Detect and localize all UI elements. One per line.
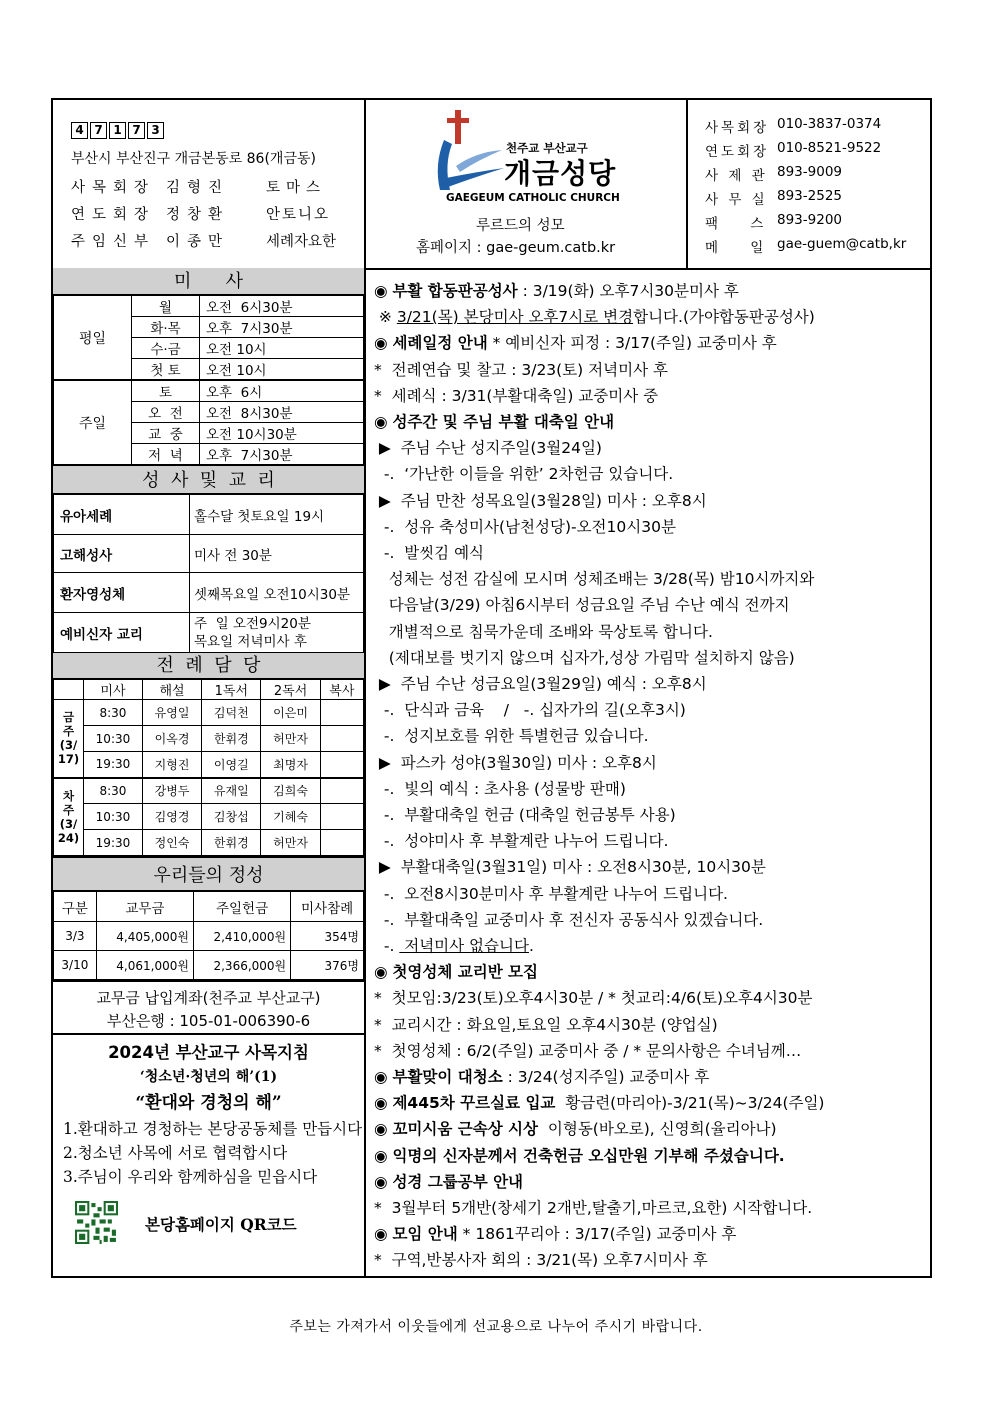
notice-text: . xyxy=(528,937,534,955)
table-row: 고해성사 미사 전 30분 xyxy=(54,535,364,573)
liturgy-table xyxy=(53,679,364,856)
notice-bullet: -. xyxy=(374,544,400,562)
notice-line xyxy=(374,489,707,511)
homepage-link[interactable]: 홈페이지 : gae-geum.catb.kr xyxy=(416,240,616,256)
officer-row: 사목회장 김형진 토마스 xyxy=(71,180,327,196)
church-logo-block xyxy=(366,100,688,268)
notice-line xyxy=(374,672,707,694)
notice-bullet: * xyxy=(374,1041,387,1060)
notice-bullet: ◉ xyxy=(374,334,393,353)
notice-bullet: ◉ xyxy=(374,1094,393,1113)
notice-heading: 꼬미시움 근속상 시상 xyxy=(392,1120,539,1139)
notice-heading: 첫영성체 교리반 모집 xyxy=(392,963,539,982)
notice-line xyxy=(374,1170,523,1192)
notice-line xyxy=(374,1039,801,1061)
notice-line xyxy=(374,1196,812,1218)
church-english-name: GAEGEUM CATHOLIC CHURCH xyxy=(446,192,620,204)
guideline-theme: “환대와 경청의 해” xyxy=(135,1093,282,1113)
notice-line xyxy=(374,462,673,484)
notice-line xyxy=(374,620,713,642)
notice-bullet xyxy=(374,596,389,614)
notice-line xyxy=(374,777,626,799)
notice-bullet: * xyxy=(374,1015,387,1034)
notice-line xyxy=(374,803,676,825)
notice-text: ‘가난한 이들을 위한’ 2차헌금 있습니다. xyxy=(399,465,674,484)
notice-text: 이형동(바오로), 신영희(율리아나) xyxy=(538,1120,777,1139)
notice-text: : 3/24(성지주일) 교중미사 후 xyxy=(502,1068,710,1086)
notice-bullet: ▶ xyxy=(374,439,396,458)
notice-line xyxy=(374,305,815,327)
notice-text: 주님 수난 성지주일(3월24일) xyxy=(395,439,602,458)
zip-digit: 7 xyxy=(90,122,107,139)
zip-digit: 3 xyxy=(147,122,164,139)
bulletin-frame xyxy=(51,98,932,1278)
notice-bullet: ▶ xyxy=(374,753,396,772)
notice-line xyxy=(374,986,813,1008)
notice-text: 단식과 금육 / -. 십자가의 길(오후3시) xyxy=(399,701,686,720)
table-row: 19:30 정인숙 한휘경 허만자 xyxy=(54,830,364,856)
notice-text: 부활대축일 교중미사 후 전신자 공동식사 있겠습니다. xyxy=(399,910,764,929)
notice-bullet: -. xyxy=(374,832,400,851)
contact-row: 팩 스 893-9200 xyxy=(705,212,842,232)
notice-bullet: ※ xyxy=(374,308,397,327)
notices-column xyxy=(366,268,930,1276)
notice-bullet: * xyxy=(374,360,387,379)
table-row: 평일 월 오전 6시30분 xyxy=(54,296,364,317)
notice-bullet: * xyxy=(374,989,387,1008)
notice-line xyxy=(374,436,602,458)
notice-line xyxy=(374,934,534,956)
sacrament-section-title: 성 사 및 교 리 xyxy=(53,465,364,494)
guideline-item: 2.청소년 사목에 서로 협력합시다 xyxy=(63,1144,288,1162)
notice-line xyxy=(374,751,657,773)
notice-heading: 익명의 신자분께서 건축헌금 오십만원 기부해 주셨습니다. xyxy=(392,1146,785,1165)
table-header-row: 구분 교무금 주일헌금 미사참례 xyxy=(54,892,364,922)
guideline-item: 3.주님이 우리와 함께하심을 믿읍시다 xyxy=(63,1168,318,1186)
footer-note: 주보는 가져가서 이웃들에게 선교용으로 나누어 주시기 바랍니다. xyxy=(289,1319,703,1335)
notice-line xyxy=(374,1013,718,1035)
notice-text: 전례연습 및 찰고 : 3/23(토) 저녁미사 후 xyxy=(386,360,668,379)
contact-row: 메 일 gae-guem@catb,kr xyxy=(705,236,907,256)
notice-text: 부활대축일 헌금 (대축일 헌금봉투 사용) xyxy=(399,806,676,824)
notice-line xyxy=(374,1091,824,1113)
notice-line xyxy=(374,279,739,301)
table-row: 유아세례 홀수달 첫토요일 19시 xyxy=(54,495,364,535)
officer-row: 주임신부 이종만 세례자요한 xyxy=(71,234,337,250)
notice-line xyxy=(374,515,676,537)
table-row: 교 중 오전 10시30분 xyxy=(54,423,364,444)
notice-line xyxy=(374,855,766,877)
zip-digit: 7 xyxy=(128,122,145,139)
contact-row: 사 제 관 893-9009 xyxy=(705,164,842,184)
notice-heading: 모임 안내 xyxy=(392,1225,458,1244)
table-row: 오 전 오전 8시30분 xyxy=(54,402,364,423)
notice-text: 3월부터 5개반(창세기 2개반,탈출기,마르코,요한) 시작합니다. xyxy=(386,1199,813,1217)
notice-text: 첫영성체 : 6/2(주일) 교중미사 중 / * 문의사항은 수녀님께… xyxy=(386,1041,802,1060)
notice-heading: 제445차 꾸르실료 입교 xyxy=(392,1094,556,1113)
notice-text: 다음날(3/29) 아침6시부터 성금요일 주님 수난 예식 전까지 xyxy=(388,596,790,615)
notice-line xyxy=(374,384,658,406)
notice-bullet: * xyxy=(374,386,387,405)
notice-text: 첫모임:3/23(토)오후4시30분 / * 첫교리:4/6(토)오후4시30분 xyxy=(386,989,813,1008)
table-row: 환자영성체 셋째목요일 오전10시30분 xyxy=(54,573,364,613)
church-address: 부산시 부산진구 개금본동로 86(개금동) xyxy=(71,151,316,167)
table-row: 3/3 4,405,000원 2,410,000원 354명 xyxy=(54,922,364,951)
table-row: 3/10 4,061,000원 2,366,000원 376명 xyxy=(54,951,364,980)
notice-heading: 성경 그룹공부 안내 xyxy=(392,1172,524,1191)
notice-line xyxy=(374,829,668,851)
notice-bullet: ◉ xyxy=(374,1120,393,1139)
notice-line xyxy=(374,567,814,589)
table-row: 19:30 지형진 이영길 최명자 xyxy=(54,752,364,778)
notice-line xyxy=(374,646,795,668)
table-row: 차 주 (3/ 24) 8:30 강병두 유재일 김희숙 xyxy=(54,778,364,804)
header xyxy=(53,100,930,270)
notice-text: 성체는 성전 감실에 모시며 성체조배는 3/28(목) 밤10시까지와 xyxy=(388,570,815,589)
notice-bullet xyxy=(374,649,389,667)
sacrament-table xyxy=(53,494,364,653)
pastoral-guideline xyxy=(53,1035,364,1272)
contact-row: 사 무 실 893-2525 xyxy=(705,188,842,208)
notice-bullet: -. xyxy=(374,465,400,484)
notice-emphasis: 3/21(목) 본당미사 오후7시로 변경 xyxy=(396,308,634,327)
notice-text: 구역,반봉사자 회의 : 3/21(목) 오후7시미사 후 xyxy=(386,1251,708,1270)
left-column xyxy=(53,268,366,1276)
table-row: 첫 토 오전 10시 xyxy=(54,359,364,381)
notice-bullet: ◉ xyxy=(374,1172,393,1191)
week-label: 금 주 (3/ 17) xyxy=(54,700,84,778)
notice-text: 부활대축일(3월31일) 미사 : 오전8시30분, 10시30분 xyxy=(395,858,766,877)
table-row: 주일 토 오후 6시 xyxy=(54,380,364,402)
notice-bullet: -. xyxy=(374,727,400,746)
notice-bullet: -. xyxy=(374,937,400,955)
liturgy-section-title: 전 례 담 당 xyxy=(53,653,364,679)
table-header-row: 미사 해설 1독서 2독서 복사 xyxy=(54,680,364,700)
notice-bullet: ▶ xyxy=(374,858,396,877)
guideline-item: 1.환대하고 경청하는 본당공동체를 만듭시다 xyxy=(63,1120,363,1138)
mass-schedule-table xyxy=(53,295,364,465)
notice-text: 세례식 : 3/31(부활대축일) 교중미사 중 xyxy=(386,386,659,405)
notice-text: 성유 축성미사(남천성당)-오전10시30분 xyxy=(399,517,676,536)
notice-bullet: ◉ xyxy=(374,1068,393,1086)
table-row: 10:30 이옥경 한휘경 허만자 xyxy=(54,726,364,752)
notice-text: 성지보호를 위한 특별헌금 있습니다. xyxy=(399,727,649,746)
notice-text: 빛의 예식 : 초사용 (성물방 판매) xyxy=(399,779,626,798)
notice-bullet: -. xyxy=(374,884,400,903)
notice-text: 성야미사 후 부활계란 나누어 드립니다. xyxy=(399,832,669,851)
notice-heading: 세례일정 안내 xyxy=(392,334,488,353)
contact-row: 연도회장 010-8521-9522 xyxy=(705,140,882,160)
notice-bullet: -. xyxy=(374,701,400,720)
qr-code-label: 본당홈페이지 QR코드 xyxy=(145,1215,297,1234)
notice-text: 황금련(마리아)-3/21(목)~3/24(주일) xyxy=(555,1094,825,1113)
notice-heading: 성주간 및 주님 부활 대축일 안내 xyxy=(392,413,615,431)
notice-line xyxy=(374,410,614,432)
notice-line xyxy=(374,960,538,982)
header-address-block xyxy=(53,100,366,268)
notice-line xyxy=(374,882,728,904)
notice-text: 주님 만찬 성목요일(3월28일) 미사 : 오후8시 xyxy=(395,491,707,510)
notice-bullet: ◉ xyxy=(374,413,393,431)
notice-text: (제대보를 벗기지 않으며 십자가,성상 가림막 설치하지 않음) xyxy=(388,648,795,667)
guideline-title: 2024년 부산교구 사목지침 xyxy=(108,1043,309,1062)
table-row: 예비신자 교리 주 일 오전9시20분 목요일 저녁미사 후 xyxy=(54,613,364,653)
notice-emphasis: 저녁미사 없습니다 xyxy=(399,937,529,955)
notice-line xyxy=(374,541,484,563)
sunday-label: 주일 xyxy=(54,380,132,465)
notice-bullet: -. xyxy=(374,806,400,824)
notice-heading: 부활맞이 대청소 xyxy=(392,1068,503,1086)
church-logo-icon xyxy=(426,110,506,200)
week-label: 차 주 (3/ 24) xyxy=(54,778,84,856)
notice-bullet: * xyxy=(374,1199,387,1217)
contact-row: 사목회장 010-3837-0374 xyxy=(705,116,882,136)
table-row: 금 주 (3/ 17) 8:30 유영일 김덕천 이은미 xyxy=(54,700,364,726)
notice-line xyxy=(374,593,790,615)
contact-block xyxy=(688,100,930,268)
notice-line xyxy=(374,724,649,746)
church-name: 개금성당 xyxy=(504,157,617,190)
table-row: 10:30 김영경 김창섭 기혜숙 xyxy=(54,804,364,830)
notice-line xyxy=(374,1222,736,1244)
guideline-subtitle: ‘청소년·청년의 해’(1) xyxy=(139,1069,278,1085)
zip-digit: 4 xyxy=(71,122,88,139)
notice-line xyxy=(374,1144,785,1166)
notice-text: 오전8시30분미사 후 부활계란 나누어 드립니다. xyxy=(399,884,728,903)
zip-code xyxy=(71,122,164,139)
offerings-table xyxy=(53,891,364,980)
notice-bullet: ◉ xyxy=(374,1146,393,1165)
notice-text: : 3/19(화) 오후7시30분미사 후 xyxy=(517,282,739,300)
notice-line xyxy=(374,1065,709,1087)
table-row: 화·목 오후 7시30분 xyxy=(54,317,364,338)
notice-line xyxy=(374,331,777,353)
notice-text: 합니다.(가야합동판공성사) xyxy=(633,308,815,327)
zip-digit: 1 xyxy=(109,122,126,139)
officer-row: 연도회장 정창환 안토니오 xyxy=(71,207,331,223)
notice-heading: 부활 합동판공성사 xyxy=(392,282,518,300)
notice-line xyxy=(374,698,686,720)
diocese-label: 천주교 부산교구 xyxy=(506,141,588,155)
offerings-section-title: 우리들의 정성 xyxy=(53,856,364,891)
notice-text: * 예비신자 피정 : 3/17(주일) 교중미사 후 xyxy=(487,334,777,353)
notice-bullet: -. xyxy=(374,910,400,929)
notice-bullet: ◉ xyxy=(374,282,393,300)
notice-bullet: ▶ xyxy=(374,675,396,693)
notice-bullet: ◉ xyxy=(374,1225,393,1244)
notice-line xyxy=(374,1248,708,1270)
qr-code-icon[interactable] xyxy=(75,1201,118,1244)
weekday-label: 평일 xyxy=(54,296,132,381)
notice-line xyxy=(374,1117,777,1139)
notice-line xyxy=(374,908,763,930)
notice-bullet: * xyxy=(374,1251,387,1270)
notice-bullet: ◉ xyxy=(374,963,393,982)
notice-bullet: ▶ xyxy=(374,491,396,510)
table-row: 수·금 오전 10시 xyxy=(54,338,364,359)
notice-text: 발씻김 예식 xyxy=(399,544,485,562)
table-row: 저 녁 오후 7시30분 xyxy=(54,444,364,465)
notice-text: 교리시간 : 화요일,토요일 오후4시30분 (양업실) xyxy=(386,1015,718,1034)
patron-saint: 루르드의 성모 xyxy=(476,218,565,234)
notice-bullet: -. xyxy=(374,517,400,536)
notice-line xyxy=(374,358,668,380)
notice-bullet xyxy=(374,623,389,641)
notice-text: 주님 수난 성금요일(3월29일) 예식 : 오후8시 xyxy=(395,675,707,693)
account-info: 교무금 납입계좌(천주교 부산교구) 부산은행 : 105-01-006390-6 xyxy=(53,980,364,1035)
notice-text: 파스카 성야(3월30일) 미사 : 오후8시 xyxy=(395,753,657,772)
mass-section-title: 미 사 xyxy=(53,268,364,295)
notice-text: * 1861꾸리아 : 3/17(주일) 교중미사 후 xyxy=(457,1225,737,1244)
notice-bullet: -. xyxy=(374,779,400,798)
notice-bullet xyxy=(374,570,389,588)
notice-text: 개별적으로 침묵가운데 조배와 묵상토록 합니다. xyxy=(388,622,713,641)
